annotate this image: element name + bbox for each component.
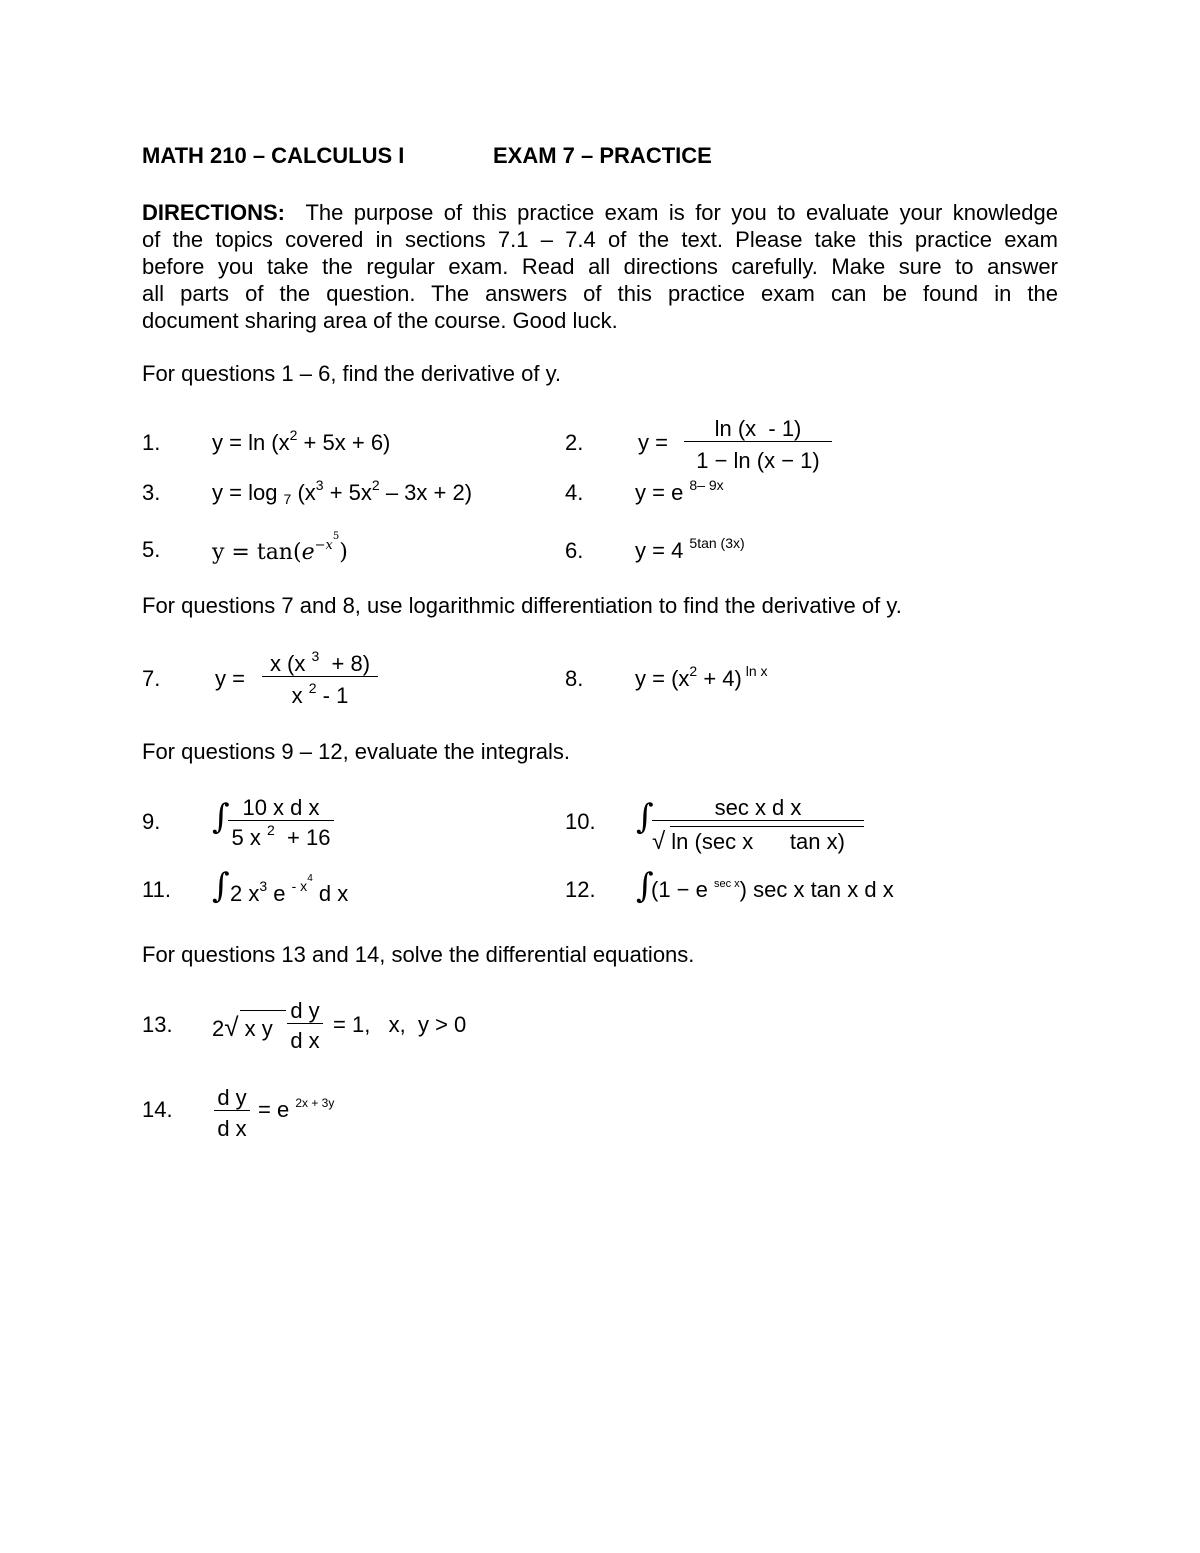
- directions-line-2: of the topics covered in sections 7.1 – 7.4 of the text. Please take this practice exam: [142, 227, 1058, 252]
- expression: $y = \tan(e^{-x^5})$: [212, 531, 348, 565]
- question-number: 13.: [142, 1012, 173, 1037]
- expression: y =: [215, 666, 245, 691]
- course-title: MATH 210 – CALCULUS I: [142, 143, 405, 168]
- directions-line-4: all parts of the question. The answers of this practice exam can be found in the: [142, 281, 1058, 306]
- question-number: 5.: [142, 537, 161, 562]
- exam-title: EXAM 7 – PRACTICE: [493, 143, 712, 168]
- fraction: ln (x - 1) 1 − ln (x − 1): [684, 416, 832, 472]
- fraction: 10 x d x 5 x $^2$ + 16: [228, 794, 334, 850]
- question-number: 9.: [142, 809, 161, 834]
- question-number: 14.: [142, 1097, 173, 1122]
- directions-label: DIRECTIONS:: [142, 200, 285, 225]
- sqrt-bar: [670, 826, 864, 827]
- integral-sign-icon: ∫: [636, 866, 654, 906]
- integral-sign-icon: ∫: [636, 797, 654, 837]
- fraction: sec x d x √ ln (sec x tan x): [652, 794, 864, 856]
- expression: y = log $_7$ $(x^3 + 5x^2 - 3x + 2)$: [212, 477, 473, 507]
- expression: $y = (x^2 + 4)$ $^{ln x}$: [635, 663, 768, 691]
- expression: y =: [638, 430, 668, 455]
- expression: 2 $x^3$ e $^{- x^4}$ d x: [230, 873, 349, 906]
- directions-line-1: The purpose of this practice exam is for you to evaluate your knowledge: [305, 200, 1058, 225]
- fraction: d y d x: [214, 1085, 250, 1141]
- section-instruction: For questions 13 and 14, solve the differential equations.: [142, 942, 695, 967]
- section-instruction: For questions 7 and 8, use logarithmic differentiation to find the derivative of y.: [142, 593, 902, 618]
- question-number: 8.: [565, 666, 584, 691]
- expression: $y = \ln (x^2 + 5x + 6)$: [212, 427, 391, 455]
- fraction: x (x $^3$ + 8) x $^2$ - 1: [262, 650, 378, 708]
- expression: = 1, x, y > 0: [333, 1012, 467, 1037]
- question-number: 3.: [142, 480, 161, 505]
- expression: = e $^{2x + 3y}$: [258, 1096, 335, 1122]
- section-instruction: For questions 9 – 12, evaluate the integrals.: [142, 739, 571, 764]
- fraction: d y d x: [287, 998, 323, 1054]
- expression: (1 − e $^{sec x}$) sec x tan x d x: [651, 877, 894, 902]
- directions-paragraph: [142, 199, 1058, 334]
- sqrt-bar: [240, 1010, 286, 1011]
- directions-line-3: before you take the regular exam. Read all directions carefully. Make sure to answer: [142, 254, 1058, 279]
- integral-sign-icon: ∫: [212, 866, 230, 906]
- question-number: 6.: [565, 538, 584, 563]
- question-number: 1.: [142, 430, 161, 455]
- expression: y = 4 $^{5tan (3x)}$: [635, 535, 745, 563]
- expression: 2√ x y: [212, 1012, 273, 1042]
- section-instruction: For questions 1 – 6, find the derivative of y.: [142, 361, 562, 386]
- question-number: 2.: [565, 430, 584, 455]
- expression: y = e $^{8- 9x}$: [635, 477, 724, 505]
- integral-sign-icon: ∫: [212, 797, 230, 837]
- question-number: 10.: [565, 809, 596, 834]
- directions-line-5: document sharing area of the course. Good luck.: [142, 308, 618, 333]
- question-number: 11.: [142, 877, 171, 902]
- question-number: 12.: [565, 877, 596, 902]
- question-number: 7.: [142, 666, 161, 691]
- question-number: 4.: [565, 480, 584, 505]
